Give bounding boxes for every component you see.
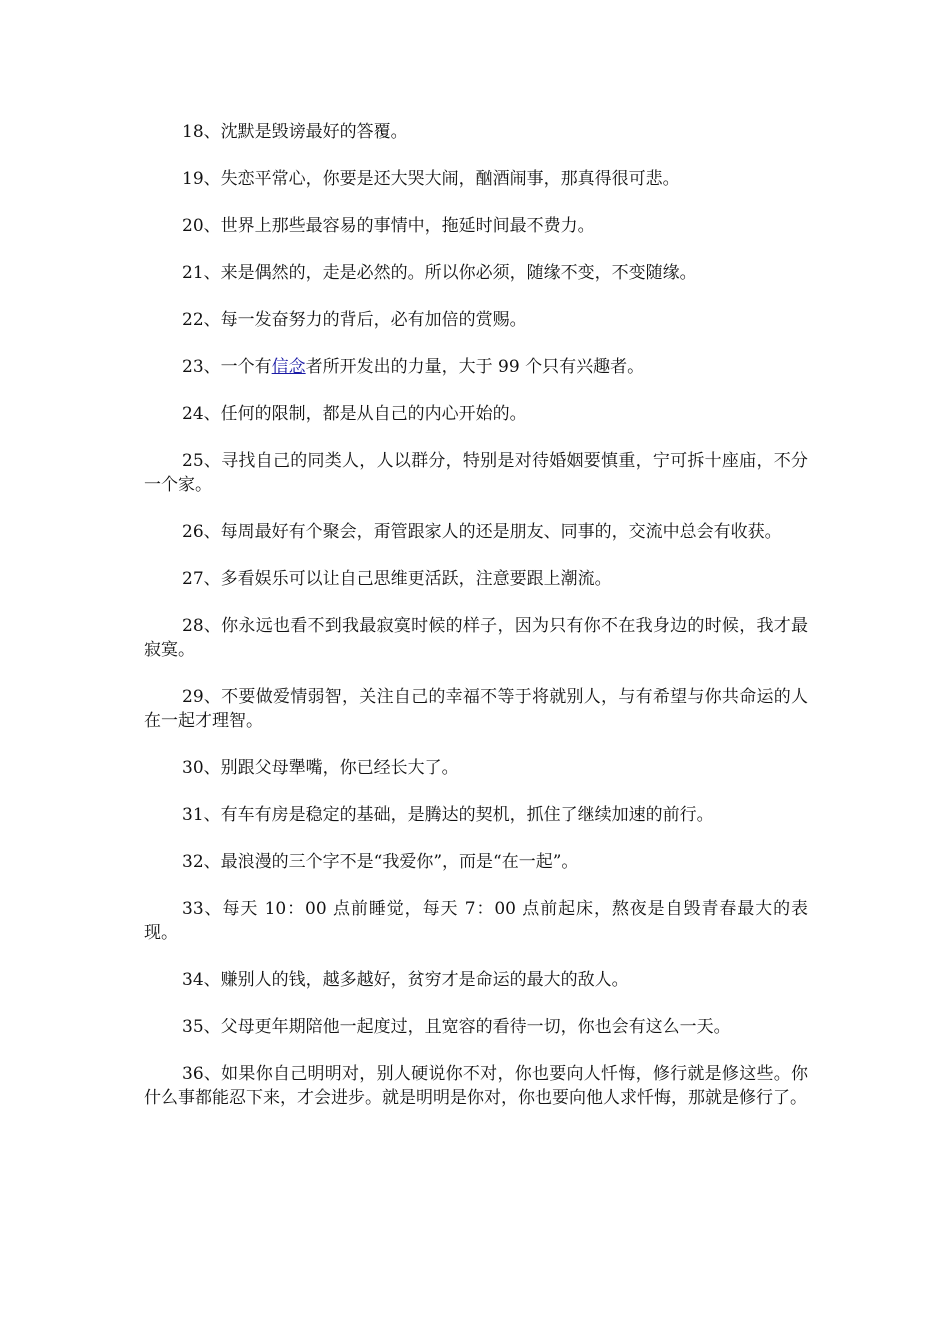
list-item-33: 33、每天 10：00 点前睡觉，每天 7：00 点前起床，熬夜是自毁青春最大的表现。 <box>144 899 808 943</box>
list-item-25: 25、寻找自己的同类人，人以群分，特别是对待婚姻要慎重，宁可拆十座庙，不分一个家。 <box>144 451 808 495</box>
list-item-29: 29、不要做爱情弱智，关注自己的幸福不等于将就别人，与有希望与你共命运的人在一起才理智。 <box>144 687 808 731</box>
list-item-18: 18、沈默是毁谤最好的答覆。 <box>182 122 408 142</box>
belief-link[interactable]: 信念 <box>271 357 306 377</box>
list-item-21: 21、来是偶然的，走是必然的。所以你必须，随缘不变，不变随缘。 <box>182 263 697 283</box>
list-item-24: 24、任何的限制，都是从自己的内心开始的。 <box>182 404 527 424</box>
list-item-32: 32、最浪漫的三个字不是“我爱你”，而是“在一起”。 <box>182 852 579 872</box>
list-item-31: 31、有车有房是稳定的基础，是腾达的契机，抓住了继续加速的前行。 <box>182 805 714 825</box>
list-item-36: 36、如果你自己明明对，别人硬说你不对，你也要向人忏悔，修行就是修这些。你什么事都能忍下来，才会进步。就是明明是你对，你也要向他人求忏悔，那就是修行了。 <box>144 1064 808 1108</box>
list-item-34: 34、赚别人的钱，越多越好，贫穷才是命运的最大的敌人。 <box>182 970 629 990</box>
list-item-35: 35、父母更年期陪他一起度过，且宽容的看待一切，你也会有这么一天。 <box>182 1017 731 1037</box>
list-item-23-before: 23、一个有 <box>182 357 272 377</box>
list-item-23-after: 者所开发出的力量，大于 99 个只有兴趣者。 <box>305 357 645 377</box>
list-item-19: 19、失恋平常心，你要是还大哭大闹，酗酒闹事，那真得很可悲。 <box>182 169 680 189</box>
list-item-22: 22、每一发奋努力的背后，必有加倍的赏赐。 <box>182 310 527 330</box>
list-item-20: 20、世界上那些最容易的事情中，拖延时间最不费力。 <box>182 216 595 236</box>
list-item-26: 26、每周最好有个聚会，甭管跟家人的还是朋友、同事的，交流中总会有收获。 <box>182 522 782 542</box>
list-item-27: 27、多看娱乐可以让自己思维更活跃，注意要跟上潮流。 <box>182 569 612 589</box>
list-item-30: 30、别跟父母犟嘴，你已经长大了。 <box>182 758 459 778</box>
list-item-28: 28、你永远也看不到我最寂寞时候的样子，因为只有你不在我身边的时候，我才最寂寞。 <box>144 616 808 660</box>
document-body <box>144 120 808 1133</box>
list-item-23 <box>144 355 808 379</box>
